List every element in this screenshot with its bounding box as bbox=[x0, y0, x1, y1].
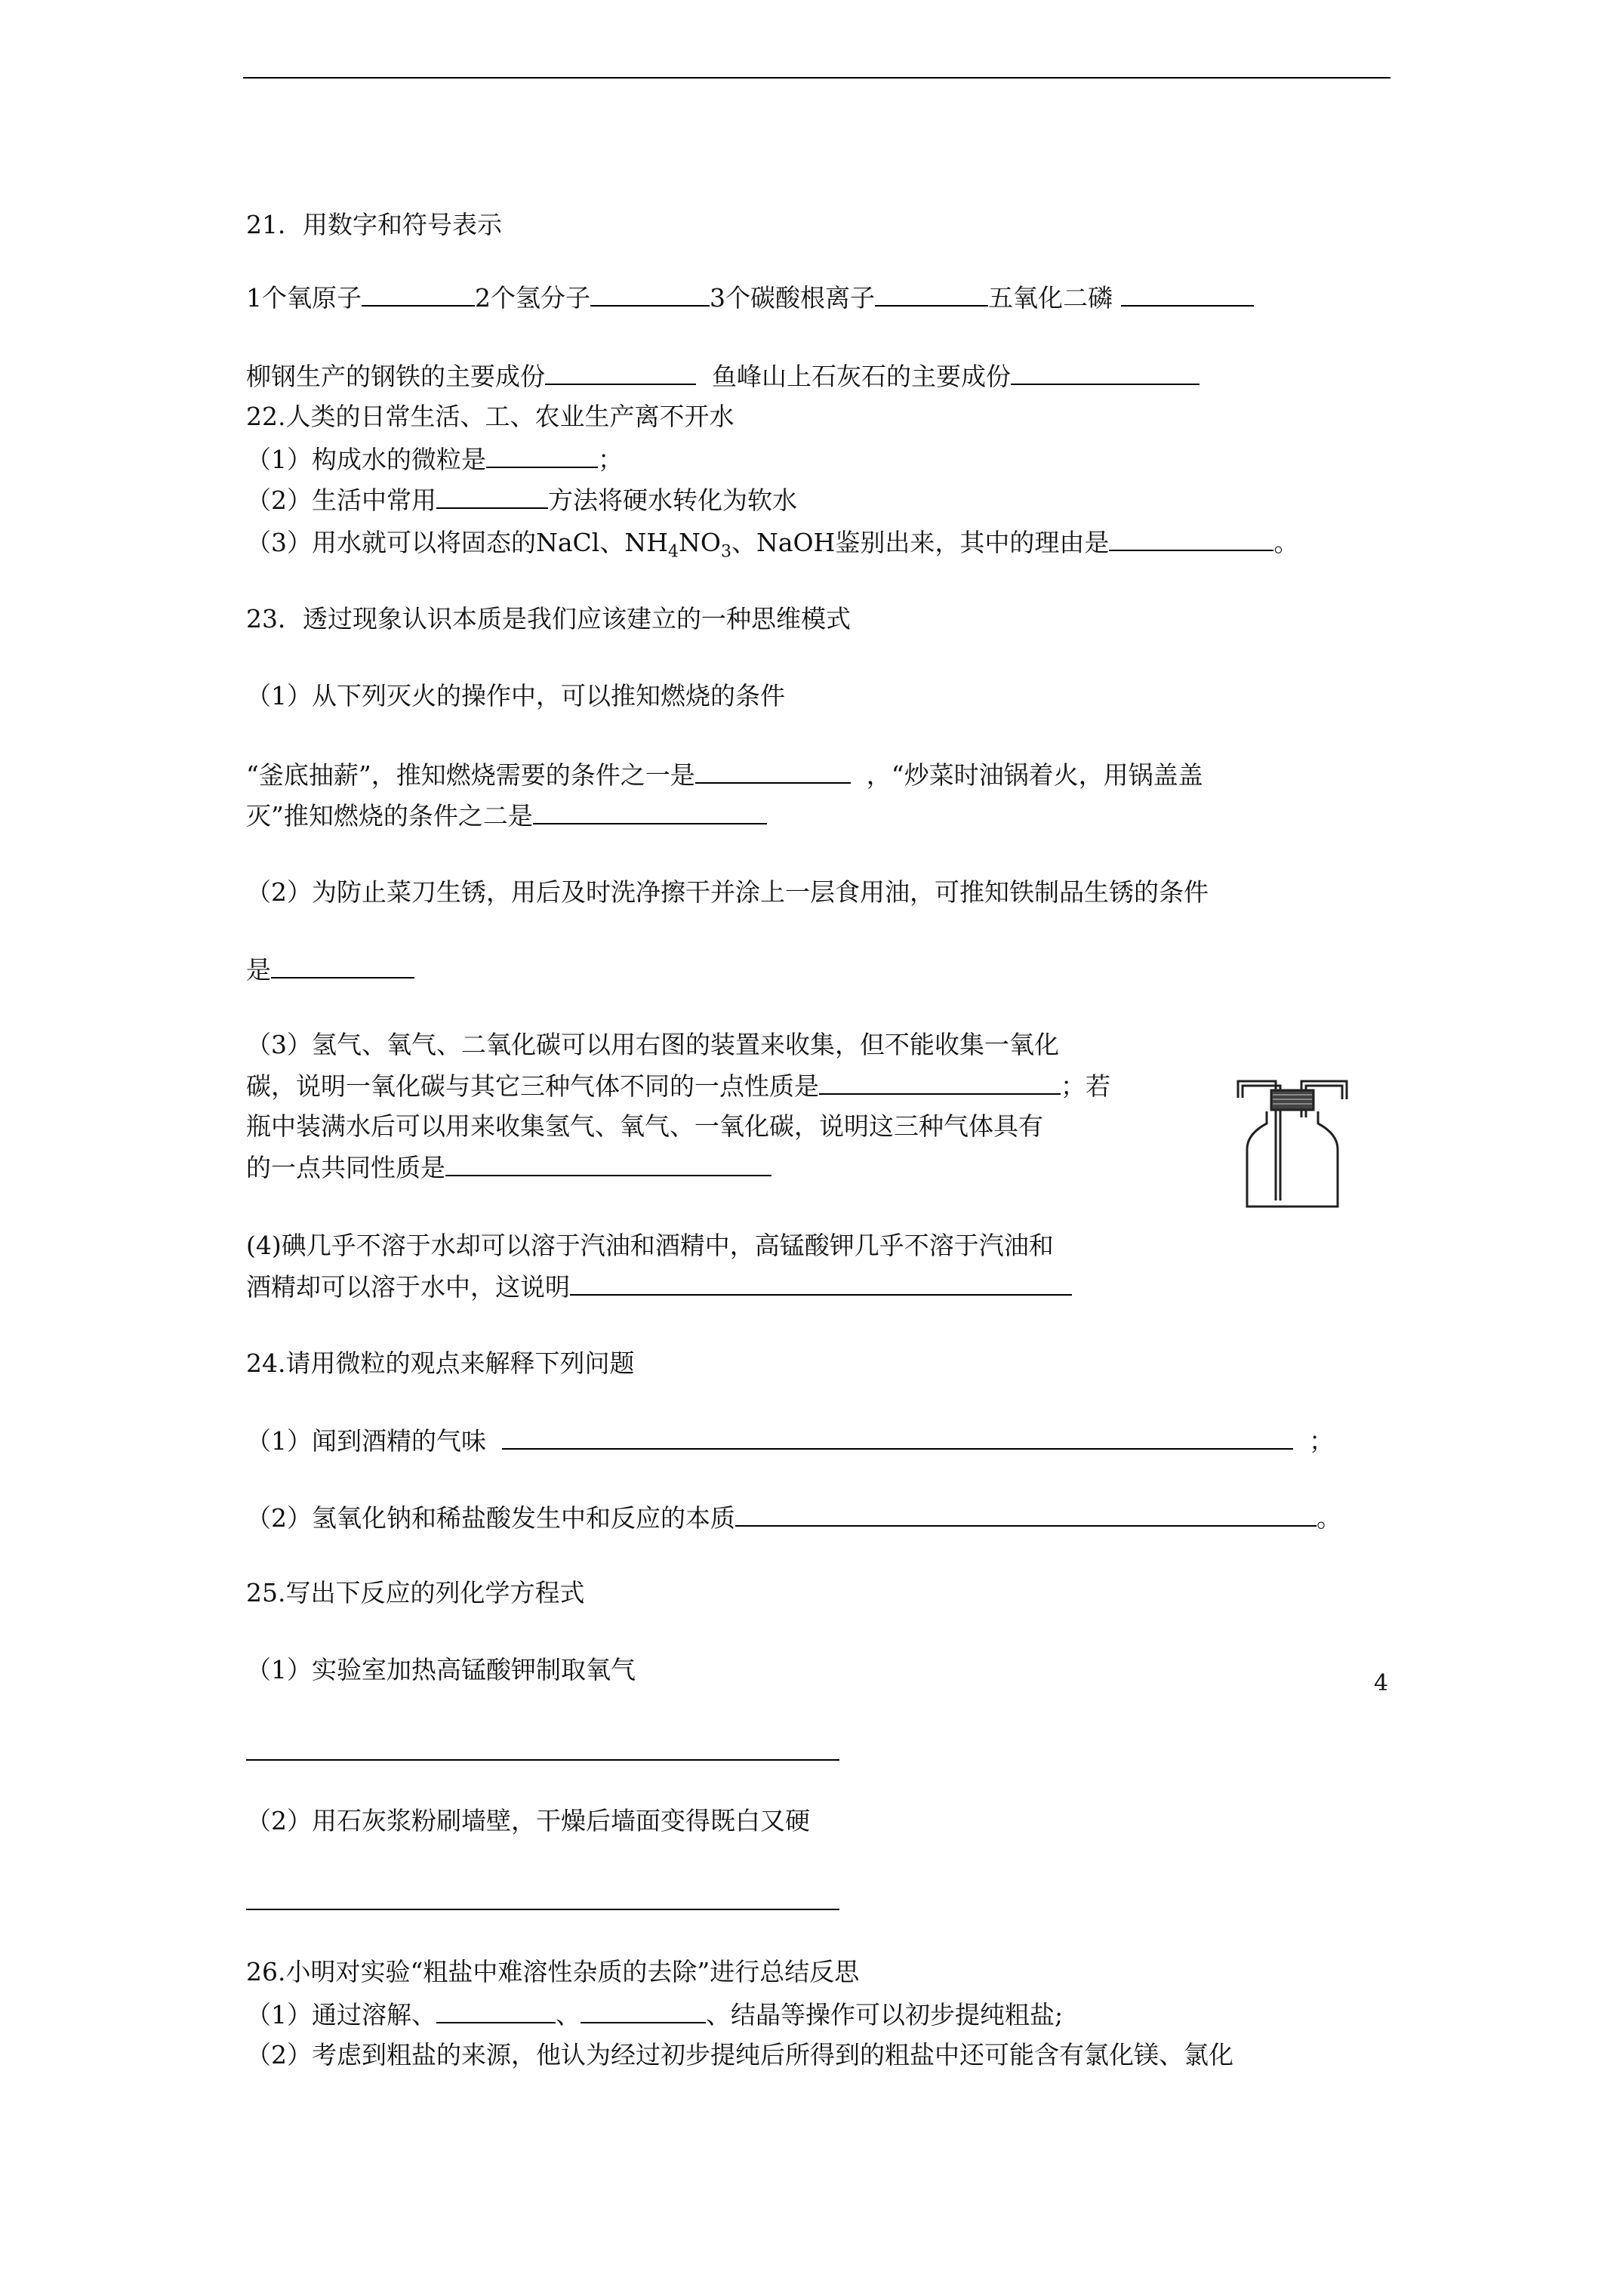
answer-blank[interactable] bbox=[1121, 281, 1254, 307]
q22-p3-punct: 。 bbox=[1273, 528, 1299, 557]
q23-p1-text-c: 灭”推知燃烧的条件之二是 bbox=[246, 801, 533, 831]
q23-p3-text-c: 的一点共同性质是 bbox=[246, 1153, 445, 1182]
q24-p2-punct: 。 bbox=[1317, 1503, 1341, 1533]
q22-p1 bbox=[246, 442, 623, 476]
answer-blank[interactable] bbox=[533, 799, 767, 824]
q22-p3-formula: NO bbox=[679, 528, 721, 557]
q23-p4-line1: (4)碘几乎不溶于水却可以溶于汽油和酒精中，高锰酸钾几乎不溶于汽油和 bbox=[246, 1231, 1054, 1260]
q23-p1: （1）从下列灭火的操作中，可以推知燃烧的条件 bbox=[246, 681, 785, 710]
q23-p2-line2 bbox=[246, 953, 414, 987]
subscript: 3 bbox=[720, 542, 731, 562]
q23-p3-text: 碳，说明一氧化碳与其它三种气体不同的一点性质是 bbox=[246, 1071, 819, 1101]
q23-p1-line1 bbox=[246, 758, 1203, 792]
answer-blank[interactable] bbox=[436, 483, 548, 509]
answer-line[interactable] bbox=[246, 1909, 839, 1910]
q25-p2: （2）用石灰浆粉刷墙壁，干燥后墙面变得既白又硬 bbox=[246, 1806, 810, 1835]
answer-blank[interactable] bbox=[1011, 359, 1200, 385]
q24-p2 bbox=[246, 1501, 1341, 1535]
q21-item-1: 1个氧原子 bbox=[246, 283, 362, 313]
q21-item-2: 2个氢分子 bbox=[475, 283, 590, 313]
q26-p1-sep: 、 bbox=[556, 2000, 581, 2029]
q22-p3 bbox=[246, 525, 1299, 562]
q26-p1-text-end: 、结晶等操作可以初步提纯粗盐; bbox=[706, 2000, 1064, 2029]
q22-p3-text-rest: 、NaOH鉴别出来，其中的理由是 bbox=[731, 528, 1110, 557]
q21-item-3: 3个碳酸根离子 bbox=[710, 283, 875, 313]
q24-title: 24.请用微粒的观点来解释下列问题 bbox=[246, 1348, 635, 1378]
q21-title: 21．用数字和符号表示 bbox=[246, 210, 502, 239]
answer-blank[interactable] bbox=[590, 281, 710, 307]
q23-p1-line2 bbox=[246, 799, 767, 833]
q23-p2-line1: （2）为防止菜刀生锈，用后及时洗净擦干并涂上一层食用油，可推知铁制品生锈的条件 bbox=[246, 877, 1209, 907]
q26-p1 bbox=[246, 1998, 1063, 2032]
answer-line[interactable] bbox=[246, 1759, 839, 1761]
answer-blank[interactable] bbox=[436, 1998, 556, 2023]
answer-blank[interactable] bbox=[875, 281, 988, 307]
q22-p2-text: （2）生活中常用 bbox=[246, 485, 436, 515]
q22-p1-text: （1）构成水的微粒是 bbox=[246, 445, 486, 474]
q25-title: 25.写出下反应的列化学方程式 bbox=[246, 1578, 585, 1607]
q23-p3-text-b: ；若 bbox=[1061, 1071, 1110, 1101]
q21-item-4: 五氧化二磷 bbox=[988, 283, 1113, 313]
gas-collecting-bottle-diagram bbox=[1217, 1036, 1368, 1210]
q24-p1-text: （1）闻到酒精的气味 bbox=[246, 1426, 486, 1456]
q22-p3-text: （3）用水就可以将固态的NaCl、NH bbox=[246, 528, 669, 557]
q26-p2: （2）考虑到粗盐的来源，他认为经过初步提纯后所得到的粗盐中还可能含有氯化镁、氯化 bbox=[246, 2040, 1233, 2069]
q23-p3-line4 bbox=[246, 1151, 771, 1185]
q26-title: 26.小明对实验“粗盐中难溶性杂质的去除”进行总结反思 bbox=[246, 1957, 860, 1986]
q25-p1: （1）实验室加热高锰酸钾制取氧气 bbox=[246, 1655, 636, 1684]
q23-p2-text: 是 bbox=[246, 955, 271, 985]
answer-blank[interactable] bbox=[735, 1501, 1317, 1527]
q24-p1-punct: ； bbox=[1308, 1426, 1334, 1456]
q21-line2 bbox=[246, 359, 1200, 393]
q23-p3-line2 bbox=[246, 1069, 1110, 1103]
header-rule bbox=[243, 77, 1390, 79]
answer-blank[interactable] bbox=[570, 1270, 1072, 1296]
answer-blank[interactable] bbox=[545, 359, 696, 385]
answer-blank[interactable] bbox=[271, 953, 414, 978]
q26-p1-text: （1）通过溶解、 bbox=[246, 2000, 436, 2029]
q24-p2-text: （2）氢氧化钠和稀盐酸发生中和反应的本质 bbox=[246, 1503, 735, 1533]
q23-title: 23．透过现象认识本质是我们应该建立的一种思维模式 bbox=[246, 604, 851, 633]
q21-line1 bbox=[246, 281, 1254, 315]
q23-p4-line2 bbox=[246, 1270, 1072, 1304]
answer-blank[interactable] bbox=[486, 442, 598, 468]
subscript: 4 bbox=[668, 542, 679, 562]
q23-p3-line3: 瓶中装满水后可以用来收集氢气、氧气、一氧化碳，说明这三种气体具有 bbox=[246, 1111, 1043, 1141]
answer-blank[interactable] bbox=[362, 281, 475, 307]
q21-steel-label: 柳钢生产的钢铁的主要成份 bbox=[246, 362, 545, 391]
answer-blank[interactable] bbox=[581, 1998, 706, 2023]
answer-blank[interactable] bbox=[1109, 525, 1273, 551]
q23-p1-text: “釜底抽薪”，推知燃烧需要的条件之一是 bbox=[246, 760, 695, 790]
q24-p1 bbox=[246, 1424, 1334, 1458]
page-number: 4 bbox=[1374, 1670, 1389, 1697]
answer-blank[interactable] bbox=[695, 758, 851, 784]
answer-blank[interactable] bbox=[819, 1069, 1061, 1095]
q22-p1-punct: ； bbox=[598, 445, 623, 474]
q22-p2-text-end: 方法将硬水转化为软水 bbox=[548, 485, 797, 515]
q23-p1-text-b: ，“炒菜时油锅着火，用锅盖盖 bbox=[866, 760, 1203, 790]
q21-limestone-label: 鱼峰山上石灰石的主要成份 bbox=[711, 362, 1011, 391]
q22-title: 22.人类的日常生活、工、农业生产离不开水 bbox=[246, 402, 735, 431]
q23-p3-line1: （3）氢气、氧气、二氧化碳可以用右图的装置来收集，但不能收集一氧化 bbox=[246, 1030, 1059, 1059]
q23-p4-text: 酒精却可以溶于水中，这说明 bbox=[246, 1272, 570, 1302]
answer-blank[interactable] bbox=[445, 1151, 771, 1176]
q22-p2 bbox=[246, 483, 797, 517]
answer-blank[interactable] bbox=[502, 1424, 1293, 1450]
